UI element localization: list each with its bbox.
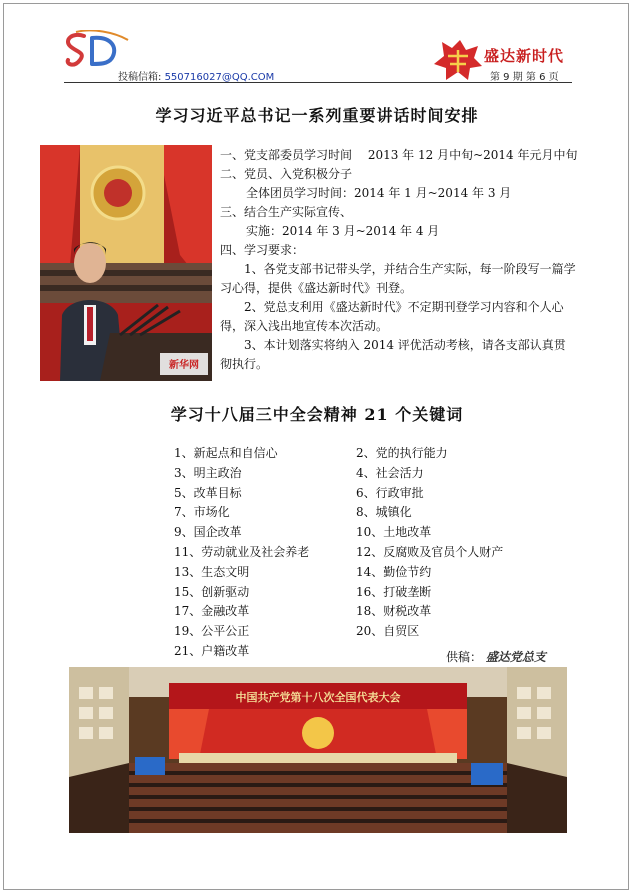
congress-banner: 中国共产党第十八次全国代表大会: [235, 691, 401, 704]
schedule-line-5: 实施：2014 年 3 月~2014 年 4 月: [246, 224, 440, 238]
issue-number: 第 9 期 第 6 页: [490, 72, 559, 83]
leader-speech-photo: [40, 145, 212, 381]
keyword-item: 7、市场化: [174, 505, 230, 519]
keyword-item: 1、新起点和自信心: [174, 446, 278, 460]
keyword-item: 13、生态文明: [174, 565, 250, 579]
sd-logo-icon: [62, 30, 132, 72]
keyword-item: 12、反腐败及官员个人财产: [356, 545, 504, 559]
requirement-1: 1、各党支部书记带头学，并结合生产实际，每一阶段写一篇学习心得，提供《盛达新时代》刊登。: [220, 262, 576, 295]
keyword-item: 17、金融改革: [174, 604, 250, 618]
schedule-line-3: 全体团员学习时间：2014 年 1 月~2014 年 3 月: [246, 186, 512, 200]
schedule-line-4: 三、结合生产实际宣传、: [220, 205, 353, 219]
keyword-item: 2、党的执行能力: [356, 446, 448, 460]
brand-title: 盛达新时代: [484, 47, 565, 65]
keyword-item: 9、国企改革: [174, 525, 242, 539]
keyword-item: 18、财税改革: [356, 604, 432, 618]
schedule-line-6: 四、学习要求：: [220, 243, 305, 257]
keyword-item: 19、公平公正: [174, 624, 250, 638]
photo-watermark: 新华网: [169, 360, 199, 371]
keyword-item: 21、户籍改革: [174, 644, 250, 658]
keyword-item: 11、劳动就业及社会养老: [174, 545, 310, 559]
keyword-item: 10、土地改革: [356, 525, 432, 539]
credit-line: [446, 648, 546, 665]
spring-seal-icon: [432, 38, 484, 82]
requirement-3: 3、本计划落实将纳入 2014 评优活动考核，请各支部认真贯彻执行。: [220, 338, 566, 371]
credit-author: 盛达党总支: [485, 650, 546, 664]
schedule-line-2: 二、党员、入党积极分子: [220, 167, 353, 181]
keyword-item: 16、打破垄断: [356, 585, 432, 599]
header-rule: [64, 82, 572, 83]
keyword-item: 3、明主政治: [174, 466, 242, 480]
keyword-item: 14、勤俭节约: [356, 565, 432, 579]
schedule-line-1: 一、党支部委员学习时间 2013 年 12 月中旬~2014 年元月中旬: [220, 148, 578, 162]
article1-title: 学习习近平总书记一系列重要讲话时间安排: [155, 106, 479, 125]
schedule-block: [220, 146, 576, 374]
requirement-2: 2、党总支利用《盛达新时代》不定期刊登学习内容和个人心得，深入浅出地宣传本次活动。: [220, 300, 564, 333]
keyword-item: 5、改革目标: [174, 486, 242, 500]
keyword-item: 15、创新驱动: [174, 585, 250, 599]
congress-hall-photo: [69, 667, 567, 833]
keyword-item: 6、行政审批: [356, 486, 424, 500]
article2-title: 学习十八届三中全会精神 21 个关键词: [170, 405, 464, 424]
contact-email[interactable]: 550716027@QQ.COM: [164, 72, 275, 83]
credit-label: 供稿：: [446, 650, 483, 664]
contact-label: 投稿信箱:: [118, 72, 162, 83]
keyword-item: 4、社会活力: [356, 466, 424, 480]
contact-line: [118, 68, 274, 83]
keyword-item: 20、自贸区: [356, 624, 420, 638]
keyword-item: 8、城镇化: [356, 505, 412, 519]
